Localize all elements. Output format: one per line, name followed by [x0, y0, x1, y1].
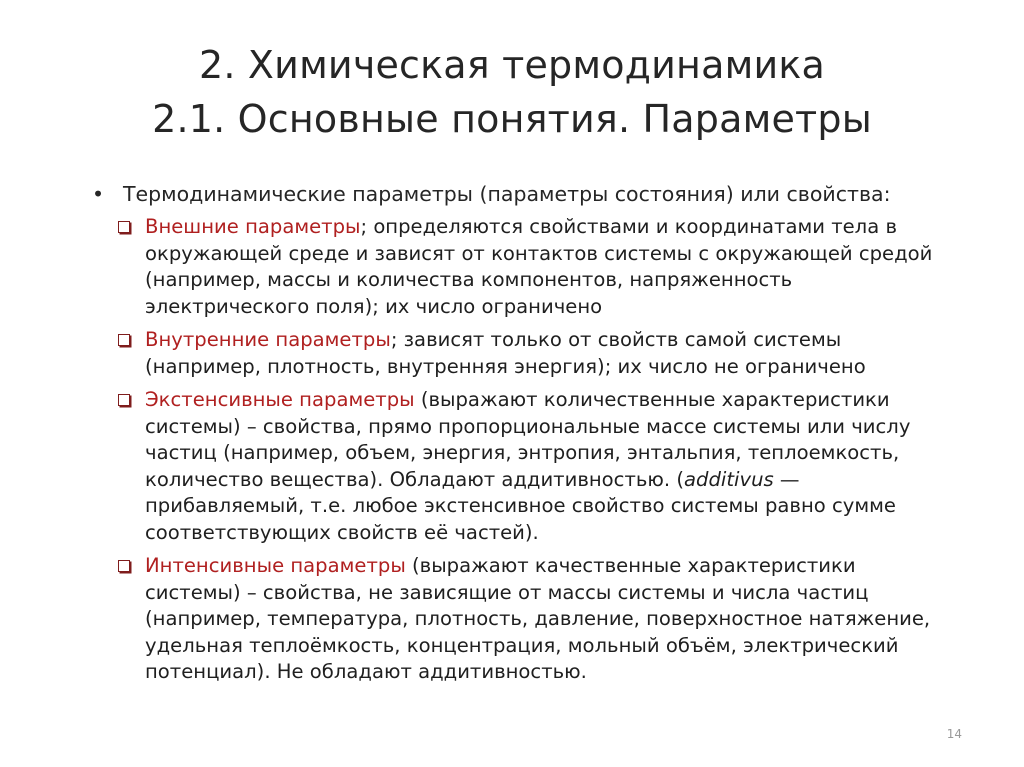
- item-line: [145, 327, 978, 354]
- item-text: ; зависят только от свойств самой системы: [390, 328, 842, 351]
- checkbox-bullet-icon: [118, 221, 130, 233]
- item-line: потенциал). Не обладают аддитивностью.: [145, 660, 587, 683]
- item-line: [145, 214, 978, 241]
- parameter-list: [118, 214, 978, 693]
- item-line: (например, плотность, внутренняя энергия); их число не ограничено: [145, 354, 866, 378]
- checkbox-bullet-icon: [118, 394, 130, 406]
- item-line: (например, массы и количества компонентов, напряженность: [145, 268, 793, 291]
- latin-term: additivus: [684, 467, 774, 491]
- title-line-1: 2. Химическая термодинамика: [199, 43, 825, 87]
- item-term: Внешние параметры: [145, 215, 361, 238]
- item-text: количество вещества). Обладают аддитивностью. (: [145, 467, 685, 491]
- list-item-intensive: [118, 553, 978, 686]
- checkbox-bullet-icon: [118, 334, 130, 346]
- item-line: электрического поля); их число ограничено: [145, 294, 603, 318]
- main-bullet-text: Термодинамические параметры (параметры состояния) или свойства:: [123, 182, 891, 206]
- item-line: [145, 553, 978, 580]
- list-item-internal: [118, 327, 978, 380]
- checkbox-bullet-icon: [118, 560, 130, 572]
- list-item-extensive: [118, 387, 978, 546]
- item-line: окружающей среде и зависят от контактов системы с окружающей средой: [145, 241, 933, 265]
- item-text: —: [773, 467, 800, 491]
- item-line: системы) – свойства, не зависящие от массы системы и числа частиц: [145, 580, 869, 604]
- page-number: 14: [946, 727, 962, 741]
- title-line-2: 2.1. Основные понятия. Параметры: [152, 97, 872, 141]
- item-line: [145, 467, 978, 494]
- item-term: Внутренние параметры: [145, 328, 391, 351]
- item-term: Экстенсивные параметры: [145, 388, 415, 411]
- item-line: [145, 387, 978, 414]
- item-line: соответствующих свойств её частей).: [145, 520, 539, 544]
- item-line: системы) – свойства, прямо пропорциональные массе системы или числу: [145, 414, 911, 438]
- item-text: (выражают количественные характеристики: [414, 388, 890, 411]
- item-line: частиц (например, объем, энергия, энтропия, энтальпия, теплоемкость,: [145, 441, 900, 464]
- slide-title: [0, 38, 1024, 146]
- item-term: Интенсивные параметры: [145, 554, 406, 577]
- item-line: прибавляемый, т.е. любое экстенсивное свойство системы равно сумме: [145, 494, 896, 517]
- item-text: (выражают качественные характеристики: [405, 554, 856, 577]
- item-text: ; определяются свойствами и координатами тела в: [360, 215, 897, 238]
- item-line: удельная теплоёмкость, концентрация, мольный объём, электрический: [145, 633, 899, 657]
- bullet-dot-icon: •: [92, 182, 105, 206]
- list-item-external: [118, 214, 978, 320]
- item-line: (например, температура, плотность, давление, поверхностное натяжение,: [145, 607, 931, 630]
